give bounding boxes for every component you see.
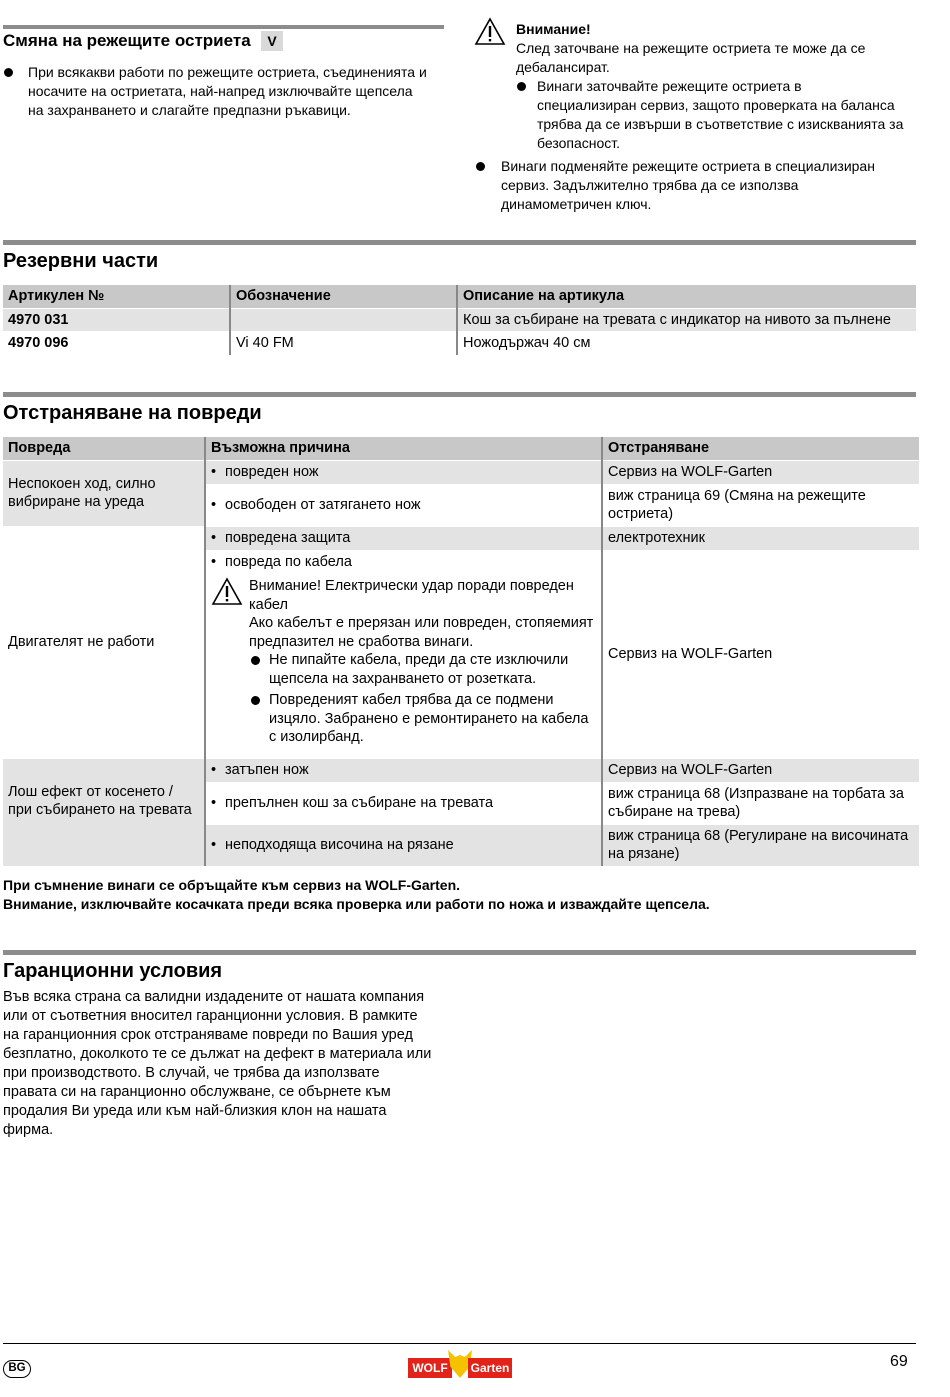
cause-text: повреда по кабела bbox=[225, 553, 352, 570]
problem-cell: Двигателят не работи bbox=[3, 526, 205, 758]
cause-cell: • освободен от затягането нож bbox=[205, 484, 602, 526]
line: продалия Ви уреда или към най-близкия клон на нашата bbox=[3, 1103, 387, 1119]
warning-top-block bbox=[516, 20, 865, 77]
line: безплатно, доколкото те се дължат на дефект в материала или bbox=[3, 1046, 432, 1062]
line: носачите на остриетата, най-напред изключвайте щепсела bbox=[28, 83, 413, 99]
line: фирма. bbox=[3, 1122, 54, 1138]
footer-rule bbox=[3, 1343, 916, 1344]
sharpening-title bbox=[3, 30, 283, 52]
cause-cell: • затъпен нож bbox=[205, 758, 602, 782]
line: При всякакви работи по режещите остриета, съединенията и bbox=[28, 64, 427, 80]
logo-garten-text: Garten bbox=[470, 1361, 510, 1375]
remedy-cell: Сервиз на WOLF-Garten bbox=[602, 460, 919, 484]
line: Във всяка страна са валидни издадените от нашата компания bbox=[3, 989, 425, 1005]
remedy-cell: Сервиз на WOLF-Garten bbox=[602, 758, 919, 782]
warning-top-bullet2 bbox=[501, 157, 875, 214]
cable-warning bbox=[211, 577, 596, 747]
warning-top-sub-bullet bbox=[537, 77, 903, 153]
line: Винаги подменяйте режещите остриета в специализиран bbox=[501, 158, 875, 174]
section-rule-spare-parts bbox=[3, 240, 916, 245]
cause-text: неподходяща височина на рязане bbox=[225, 836, 454, 853]
cause-text: повредена защита bbox=[225, 529, 351, 546]
table-row bbox=[3, 332, 916, 355]
article-no: 4970 031 bbox=[3, 308, 230, 332]
warning-top-title: Внимание! bbox=[516, 21, 591, 37]
cause-cell: • повреден нож bbox=[205, 460, 602, 484]
line: динамометричен ключ. bbox=[501, 196, 652, 212]
warranty-title: Гаранционни условия bbox=[3, 960, 223, 982]
logo-wolf-text: WOLF bbox=[412, 1361, 448, 1375]
bullet-dot bbox=[476, 162, 485, 171]
cause-cell: • повреда по кабела Внимание! Електрически удар поради повреден кабел Ако кабелът е прерязан или повреден, стопяемият предпазител не сработва винаги. Не пипайте кабела, преди да сте изключили щепсела на захранването от розетката. Повреденият кабел трябва да се подмени изцяло. Забранено е ремонтирането на кабела с изолирбанд. bbox=[205, 550, 602, 758]
cause-cell: • препълнен кош за събиране на тревата bbox=[205, 782, 602, 824]
troubleshooting-notes bbox=[3, 876, 710, 914]
col-header-description: Описание на артикула bbox=[457, 285, 916, 308]
line: дебалансират. bbox=[516, 59, 610, 75]
remedy-cell: Сервиз на WOLF-Garten bbox=[602, 550, 919, 758]
col-header-designation: Обозначение bbox=[230, 285, 457, 308]
troubleshooting-title: Отстраняване на повреди bbox=[3, 402, 262, 424]
warning-triangle-icon bbox=[211, 577, 243, 606]
cable-warning-text: Ако кабелът е прерязан или повреден, стопяемият предпазител не сработва винаги. bbox=[249, 615, 594, 650]
section-rule-warranty bbox=[3, 950, 916, 955]
note: Внимание, изключвайте косачката преди всяка проверка или работи по ножа и изваждайте щепсела. bbox=[3, 896, 710, 912]
table-row bbox=[3, 758, 919, 782]
cause-cell: • неподходяща височина на рязане bbox=[205, 824, 602, 866]
problem-cell: Неспокоен ход, силно вибриране на уреда bbox=[3, 460, 205, 526]
description: Ножодържач 40 см bbox=[457, 332, 916, 355]
cable-warning-bullet bbox=[249, 651, 596, 688]
section-rule-troubleshooting bbox=[3, 392, 916, 397]
table-row bbox=[3, 308, 916, 332]
sharpening-badge: V bbox=[261, 31, 282, 51]
cause-text: затъпен нож bbox=[225, 761, 309, 778]
page-number: 69 bbox=[890, 1353, 908, 1370]
wolf-garten-logo bbox=[408, 1350, 512, 1380]
line: специализиран сервиз, защото проверката на баланса bbox=[537, 97, 895, 113]
line: на гаранционния срок отстраняваме повреди по Вашия уред bbox=[3, 1027, 413, 1043]
line: безопасност. bbox=[537, 135, 621, 151]
col-header-article-no: Артикулен № bbox=[3, 285, 230, 308]
designation bbox=[230, 308, 457, 332]
bullet-dot bbox=[4, 68, 13, 77]
cable-warning-bullet bbox=[249, 691, 596, 747]
col-header-cause: Възможна причина bbox=[205, 437, 602, 460]
cause-cell: • повредена защита bbox=[205, 526, 602, 550]
sharpening-bullet-text bbox=[28, 63, 427, 120]
article-no: 4970 096 bbox=[3, 332, 230, 355]
cause-text: освободен от затягането нож bbox=[225, 496, 421, 513]
cable-warning-title: Внимание! Електрически удар поради повреден кабел bbox=[249, 578, 574, 613]
bullet-dot bbox=[517, 82, 526, 91]
note: При съмнение винаги се обръщайте към сервиз на WOLF-Garten. bbox=[3, 877, 461, 893]
logo-wolf-block bbox=[408, 1358, 452, 1378]
line: правата си на гаранционно обслужване, се обърнете към bbox=[3, 1084, 391, 1100]
table-row bbox=[3, 526, 919, 550]
language-badge: BG bbox=[3, 1360, 31, 1378]
col-header-problem: Повреда bbox=[3, 437, 205, 460]
col-header-remedy: Отстраняване bbox=[602, 437, 919, 460]
problem-cell: Лош ефект от косенето / при събирането на тревата bbox=[3, 758, 205, 866]
line: или от съответния вносител гаранционни условия. В рамките bbox=[3, 1008, 418, 1024]
warning-triangle-icon bbox=[474, 17, 506, 46]
table-row bbox=[3, 460, 919, 484]
troubleshooting-table bbox=[3, 437, 919, 866]
remedy-cell: виж страница 69 (Смяна на режещите остриета) bbox=[602, 484, 919, 526]
remedy-cell: електротехник bbox=[602, 526, 919, 550]
section-rule-sharpening bbox=[3, 25, 444, 29]
remedy-cell: виж страница 68 (Регулиране на височината на рязане) bbox=[602, 824, 919, 866]
line: трябва да се извърши в съответствие с изискванията за bbox=[537, 116, 904, 132]
description: Кош за събиране на тревата с индикатор на нивото за пълнене bbox=[457, 308, 916, 332]
bullet-dot bbox=[251, 696, 260, 705]
line: Винаги заточвайте режещите остриета в bbox=[537, 78, 802, 94]
line: След заточване на режещите остриета те може да се bbox=[516, 40, 866, 56]
line: сервиз. Задължително трябва да се използва bbox=[501, 177, 799, 193]
sharpening-title-text: Смяна на режещите остриета bbox=[3, 31, 251, 50]
cause-text: препълнен кош за събиране на тревата bbox=[225, 794, 494, 811]
spare-parts-table bbox=[3, 285, 916, 355]
warranty-text bbox=[3, 988, 431, 1140]
bullet-text: Не пипайте кабела, преди да сте изключили щепсела на захранването от розетката. bbox=[269, 652, 569, 687]
spare-parts-title: Резервни части bbox=[3, 250, 159, 272]
line: при производството. В случай, че трябва да използвате bbox=[3, 1065, 380, 1081]
logo-garten-block bbox=[468, 1358, 512, 1378]
bullet-dot bbox=[251, 656, 260, 665]
remedy-cell: виж страница 68 (Изпразване на торбата за събиране на трева) bbox=[602, 782, 919, 824]
cause-text: повреден нож bbox=[225, 463, 319, 480]
designation: Vi 40 FM bbox=[230, 332, 457, 355]
bullet-text: Повреденият кабел трябва да се подмени изцяло. Забранено е ремонтирането на кабела с изолирбанд. bbox=[269, 692, 589, 745]
line: на захранването и слагайте предпазни ръкавици. bbox=[28, 102, 351, 118]
